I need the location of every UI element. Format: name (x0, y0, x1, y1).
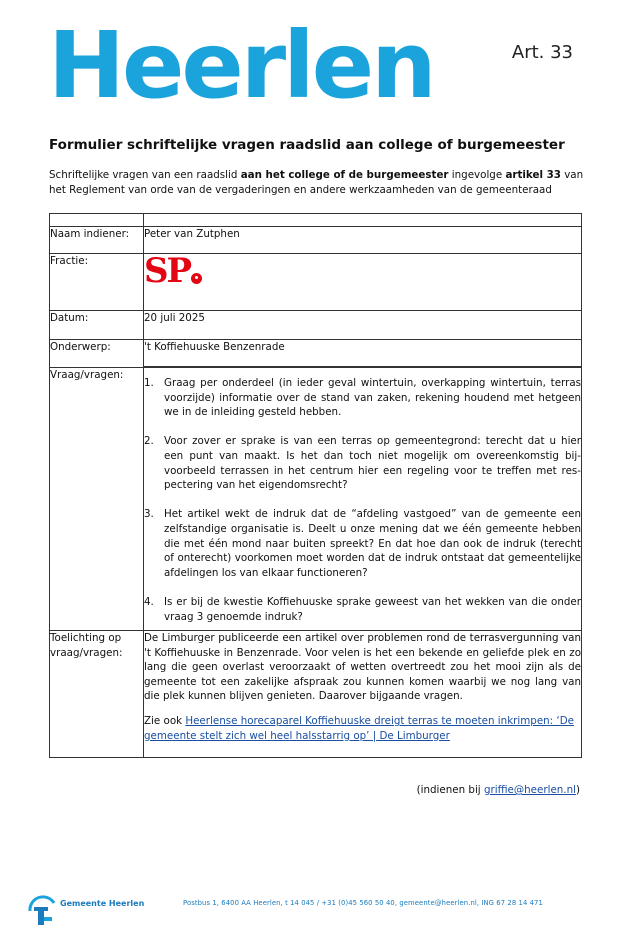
vragen-row (50, 368, 582, 631)
questions-list (144, 376, 581, 624)
toelichting-row: Toelichting op vraag/vragen: De Limburger publiceerde een artikel over problemen rond de terrasvergunning van 't Koffiehuuske in Benzenrade. Voor velen is het een bekende en geliefde plek en zo lang die geen overlast veroorzaakt of wetten overtreedt zou het mooi zijn als de gemeente tot een zakelijke afspraak zou kunnen komen waarbij we nog lang van die plek kunnen blijven genieten. Daarover bijgaande vragen. Zie ook Heerlense horecaparel Koffiehuuske dreigt terras te moeten inkrimpen: ‘De gemeente stelt zich wel heel halsstarrig op’ | De Limburger (50, 631, 582, 758)
footer-org-name: Gemeente Heerlen (60, 899, 145, 908)
question-item: 2. Voor zover er sprake is van een terras op gemeentegrond: terecht dat u hier een punt van maakt. Is het dan toch niet mogelijk om overeenkomstig bijvoorbeeld terrassen in het centrum hier een regeling voor te treffen met respectering van het eigendomsrecht? (144, 435, 581, 492)
onderwerp-label: Onderwerp: (50, 340, 144, 368)
datum-value: 20 juli 2025 (144, 311, 582, 340)
limburger-article-link[interactable]: Heerlense horecaparel Koffiehuuske dreigt terras te moeten inkrimpen: ‘De gemeente stelt zich wel heel halsstarrig op’ | De Limburger (144, 715, 574, 742)
vragen-label: Vraag/vragen: (50, 368, 144, 631)
fractie-label: Fractie: (50, 254, 144, 311)
fractie-row (50, 254, 582, 311)
article-number: Art. 33 (511, 42, 573, 63)
name-label: Naam indiener: (50, 227, 144, 254)
sp-party-logo (144, 251, 202, 291)
sp-logo-text: SP (144, 251, 191, 291)
gemeente-heerlen-emblem-icon (24, 889, 62, 929)
question-item: 1. Graag per onderdeel (in ieder geval wintertuin, overkapping wintertuin, terras voorzijde) informatie over de stand van zaken, rekening houdend met hetgeen we in de inleiding gesteld hebben. (144, 377, 581, 419)
toelichting-label: Toelichting op vraag/vragen: (50, 631, 144, 758)
table-header-row (50, 214, 582, 227)
form-title: Formulier schriftelijke vragen raadslid aan college of burgemeester (49, 137, 565, 153)
name-row (50, 227, 582, 254)
datum-row (50, 311, 582, 340)
toelichting-text: De Limburger publiceerde een artikel over problemen rond de terrasvergunning van 't Koffiehuuske in Benzenrade. Voor velen is het een bekende en geliefde plek en zo lang die geen overlast veroorzaakt of wetten overtreedt zou het mooi zijn als de gemeente tot een zakelijke afspraak zou kunnen komen waarbij we nog lang van die plek kunnen blijven genieten. Daarover bijgaande vragen. (144, 632, 581, 703)
heerlen-logo: Heerlen (48, 12, 434, 119)
griffie-email-link[interactable]: griffie@heerlen.nl (483, 784, 576, 796)
tomato-icon (191, 273, 202, 284)
onderwerp-row (50, 340, 582, 367)
name-value: Peter van Zutphen (144, 227, 582, 254)
question-form-table (49, 213, 582, 758)
footer-address: Postbus 1, 6400 AA Heerlen, t 14 045 / +31 (0)45 560 50 40, gemeente@heerlen.nl, ING 67 28 14 471 (183, 899, 543, 907)
intro-text: Schriftelijke vragen van een raadslid aan het college of de burgemeester ingevolge artikel 33 van het Reglement van orde van de vergaderingen en andere werkzaamheden van de gemeenteraad (49, 169, 584, 196)
datum-label: Datum: (50, 311, 144, 340)
onderwerp-value: 't Koffiehuuske Benzenrade (144, 340, 582, 367)
question-item: 3. Het artikel wekt de indruk dat de “afdeling vastgoed” van de gemeente een zelfstandige organisatie is. Deelt u onze mening dat we één gemeente hebben die met één mond naar buiten spreekt? En dat hoe dan ook de indruk (terecht of onterecht) voorkomen moet worden dat de indruk ontstaat dat gemeentelijke afdelingen los van elkaar functioneren? (144, 508, 581, 579)
question-item: 4. Is er bij de kwestie Koffiehuuske sprake geweest van het wekken van die onder vraag 3 genoemde indruk? (144, 595, 581, 623)
submit-instruction: (indienen bij griffie@heerlen.nl) (416, 784, 580, 796)
